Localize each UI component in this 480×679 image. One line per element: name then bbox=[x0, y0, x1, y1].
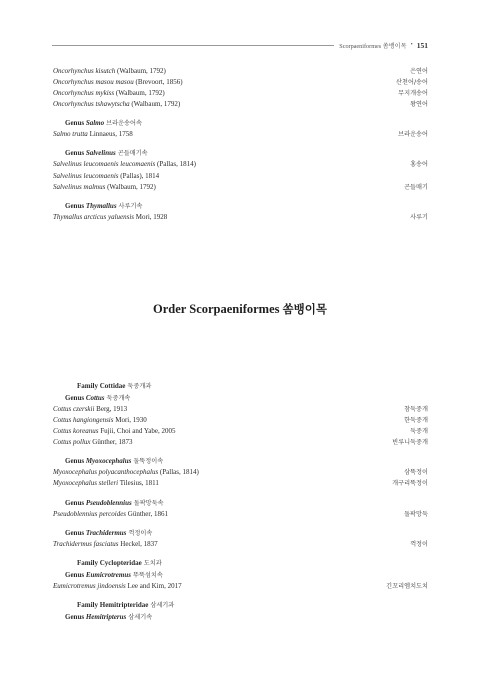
genus-name: Cottus bbox=[85, 394, 105, 402]
genus-label: Genus bbox=[65, 394, 85, 402]
korean-name: 산천어/송어 bbox=[396, 79, 428, 87]
author: (Pallas), 1814 bbox=[120, 171, 160, 180]
species-row bbox=[53, 404, 428, 415]
species-row bbox=[53, 437, 428, 448]
author: Heckel, 1837 bbox=[120, 539, 158, 548]
species-row bbox=[53, 66, 428, 77]
korean-name: 개구리뚝정이 bbox=[392, 480, 428, 488]
header-bullet: • bbox=[410, 42, 413, 48]
species-row bbox=[53, 415, 428, 426]
species-row bbox=[53, 539, 428, 550]
korean-name: 왕연어 bbox=[410, 101, 428, 109]
korean-name: 참둑중개 bbox=[404, 406, 428, 413]
genus-heading bbox=[53, 392, 428, 404]
genus-label: Genus bbox=[65, 612, 85, 621]
korean-name: 무지개송어 bbox=[398, 90, 428, 98]
genus-korean: 뚜뚝섬치속 bbox=[132, 571, 163, 579]
genus-label: Genus bbox=[65, 201, 85, 210]
family-heading bbox=[53, 380, 428, 392]
scientific-name: Myoxocephalus polyacanthocephalus bbox=[53, 468, 159, 477]
scientific-name: Cottus czerskii bbox=[53, 405, 95, 413]
family-korean: 삼세기과 bbox=[150, 601, 175, 609]
running-header bbox=[52, 38, 428, 52]
genus-korean: 둘뚝정이속 bbox=[133, 458, 164, 466]
genus-label: Genus bbox=[65, 570, 85, 579]
korean-name: 한둑중개 bbox=[404, 417, 428, 425]
korean-name: 빈루니둑중개 bbox=[392, 439, 428, 447]
genus-name: Thymallus bbox=[85, 201, 117, 210]
species-row bbox=[53, 467, 428, 478]
order-korean: 쏨뱅이목 bbox=[282, 302, 327, 316]
scientific-name: Salvelinus leucomaenis leucomaenis bbox=[53, 160, 156, 169]
genus-heading bbox=[53, 200, 428, 212]
species-row bbox=[53, 77, 428, 88]
genus-name: Hemitripterus bbox=[85, 612, 127, 621]
scientific-name: Salvelinus malmus bbox=[53, 182, 106, 191]
family-label: Family Cottidae bbox=[77, 382, 126, 390]
species-row bbox=[53, 182, 428, 193]
genus-korean: 사루기속 bbox=[118, 202, 143, 210]
author: (Walbaum, 1792) bbox=[131, 100, 181, 109]
korean-name: 곤들매기 bbox=[404, 183, 428, 191]
family-korean: 도치과 bbox=[143, 559, 162, 567]
family-korean: 둑중개과 bbox=[127, 383, 152, 390]
scorpaeniformes-section bbox=[53, 380, 428, 623]
species-row bbox=[53, 509, 428, 520]
scientific-name: Oncorhynchus tshawytscha bbox=[53, 100, 130, 109]
genus-heading bbox=[53, 611, 428, 623]
header-rule bbox=[52, 45, 334, 46]
scientific-name: Cottus pollux bbox=[53, 438, 91, 447]
korean-name: 홍송어 bbox=[410, 161, 428, 169]
korean-name: 삼뚝정이 bbox=[404, 469, 428, 477]
korean-name: 브라운송어 bbox=[398, 131, 428, 139]
genus-label: Genus bbox=[65, 119, 85, 128]
genus-label: Genus bbox=[65, 498, 85, 507]
page-number: 151 bbox=[416, 40, 428, 50]
korean-name: 사루기 bbox=[410, 213, 428, 221]
author: Mori, 1930 bbox=[115, 416, 147, 425]
family-label: Family Hemitripteridae bbox=[77, 600, 149, 609]
species-row bbox=[53, 129, 428, 140]
genus-korean: 꺽정이속 bbox=[128, 529, 153, 537]
author: (Walbaum, 1792) bbox=[107, 182, 156, 191]
genus-label: Genus bbox=[65, 149, 85, 158]
scientific-name: Oncorhynchus kisutch bbox=[53, 67, 116, 75]
species-row bbox=[53, 212, 428, 223]
author: (Pallas, 1814) bbox=[157, 160, 196, 169]
scientific-name: Pseudoblennius percoides bbox=[53, 509, 127, 518]
author: Günther, 1861 bbox=[127, 509, 168, 518]
author: Berg, 1913 bbox=[96, 405, 128, 413]
genus-korean: 삼세기속 bbox=[128, 613, 153, 621]
species-row bbox=[53, 426, 428, 437]
order-heading bbox=[0, 301, 480, 317]
genus-heading bbox=[53, 117, 428, 129]
author: Fujii, Choi and Yabe, 2005 bbox=[100, 427, 176, 436]
genus-heading bbox=[53, 569, 428, 581]
salmonidae-section bbox=[53, 66, 428, 223]
family-heading bbox=[53, 599, 428, 611]
family-label: Family Cyclopteridae bbox=[77, 558, 142, 567]
genus-label: Genus bbox=[65, 457, 85, 466]
korean-name: 둑중개 bbox=[410, 428, 428, 436]
scientific-name: Salmo trutta bbox=[53, 130, 88, 139]
genus-name: Eumicrotremus bbox=[85, 570, 131, 579]
family-heading bbox=[53, 557, 428, 569]
scientific-name: Eumicrotremus jindoensis bbox=[53, 581, 126, 590]
species-row bbox=[53, 171, 428, 182]
genus-label: Genus bbox=[65, 528, 85, 537]
scientific-name: Thymallus arcticus yaluensis bbox=[53, 212, 135, 221]
author: (Walbaum, 1792) bbox=[117, 67, 166, 75]
author: (Walbaum, 1792) bbox=[115, 89, 165, 98]
scientific-name: Myoxocephalus stelleri bbox=[53, 479, 119, 488]
korean-name: 긴꼬리엠치도치 bbox=[386, 582, 428, 590]
scientific-name: Salvelinus leucomaenis bbox=[53, 171, 119, 180]
genus-name: Salvelinus bbox=[85, 149, 116, 158]
author: Lee and Kim, 2017 bbox=[127, 581, 182, 590]
scientific-name: Oncorhynchus masou masou bbox=[53, 78, 134, 87]
genus-name: Myoxocephalus bbox=[85, 457, 132, 466]
author: (Brevoort, 1856) bbox=[135, 78, 183, 87]
genus-heading bbox=[53, 147, 428, 159]
genus-korean: 둑중개속 bbox=[106, 395, 131, 402]
genus-heading bbox=[53, 527, 428, 539]
korean-name: 은연어 bbox=[410, 68, 428, 75]
genus-heading bbox=[53, 497, 428, 509]
species-row bbox=[53, 99, 428, 110]
author: Linnaeus, 1758 bbox=[89, 130, 133, 139]
scientific-name: Cottus koreanus bbox=[53, 427, 99, 436]
species-row bbox=[53, 478, 428, 489]
species-row bbox=[53, 581, 428, 592]
author: Günther, 1873 bbox=[92, 438, 133, 447]
scientific-name: Trachidermus fasciatus bbox=[53, 539, 119, 548]
genus-korean: 브라운송어속 bbox=[106, 120, 142, 128]
genus-name: Pseudoblennius bbox=[85, 498, 132, 507]
running-title: Scorpaeniformes 쏨뱅이목 bbox=[339, 42, 407, 50]
species-row bbox=[53, 159, 428, 170]
author: (Pallas, 1814) bbox=[159, 468, 199, 477]
author: Tilesius, 1811 bbox=[119, 479, 159, 488]
korean-name: 돌팍망둑 bbox=[404, 510, 428, 518]
scientific-name: Oncorhynchus mykiss bbox=[53, 89, 115, 98]
species-row bbox=[53, 88, 428, 99]
genus-korean: 곤들매기속 bbox=[117, 150, 148, 158]
genus-name: Salmo bbox=[85, 119, 105, 128]
genus-name: Trachidermus bbox=[85, 528, 127, 537]
author: Mori, 1928 bbox=[135, 212, 168, 221]
genus-heading bbox=[53, 455, 428, 467]
korean-name: 꺽정이 bbox=[410, 540, 428, 548]
order-label: Order Scorpaeniformes bbox=[153, 302, 280, 316]
genus-korean: 돌팍망둑속 bbox=[133, 499, 164, 507]
scientific-name: Cottus hangiongensis bbox=[53, 416, 114, 425]
